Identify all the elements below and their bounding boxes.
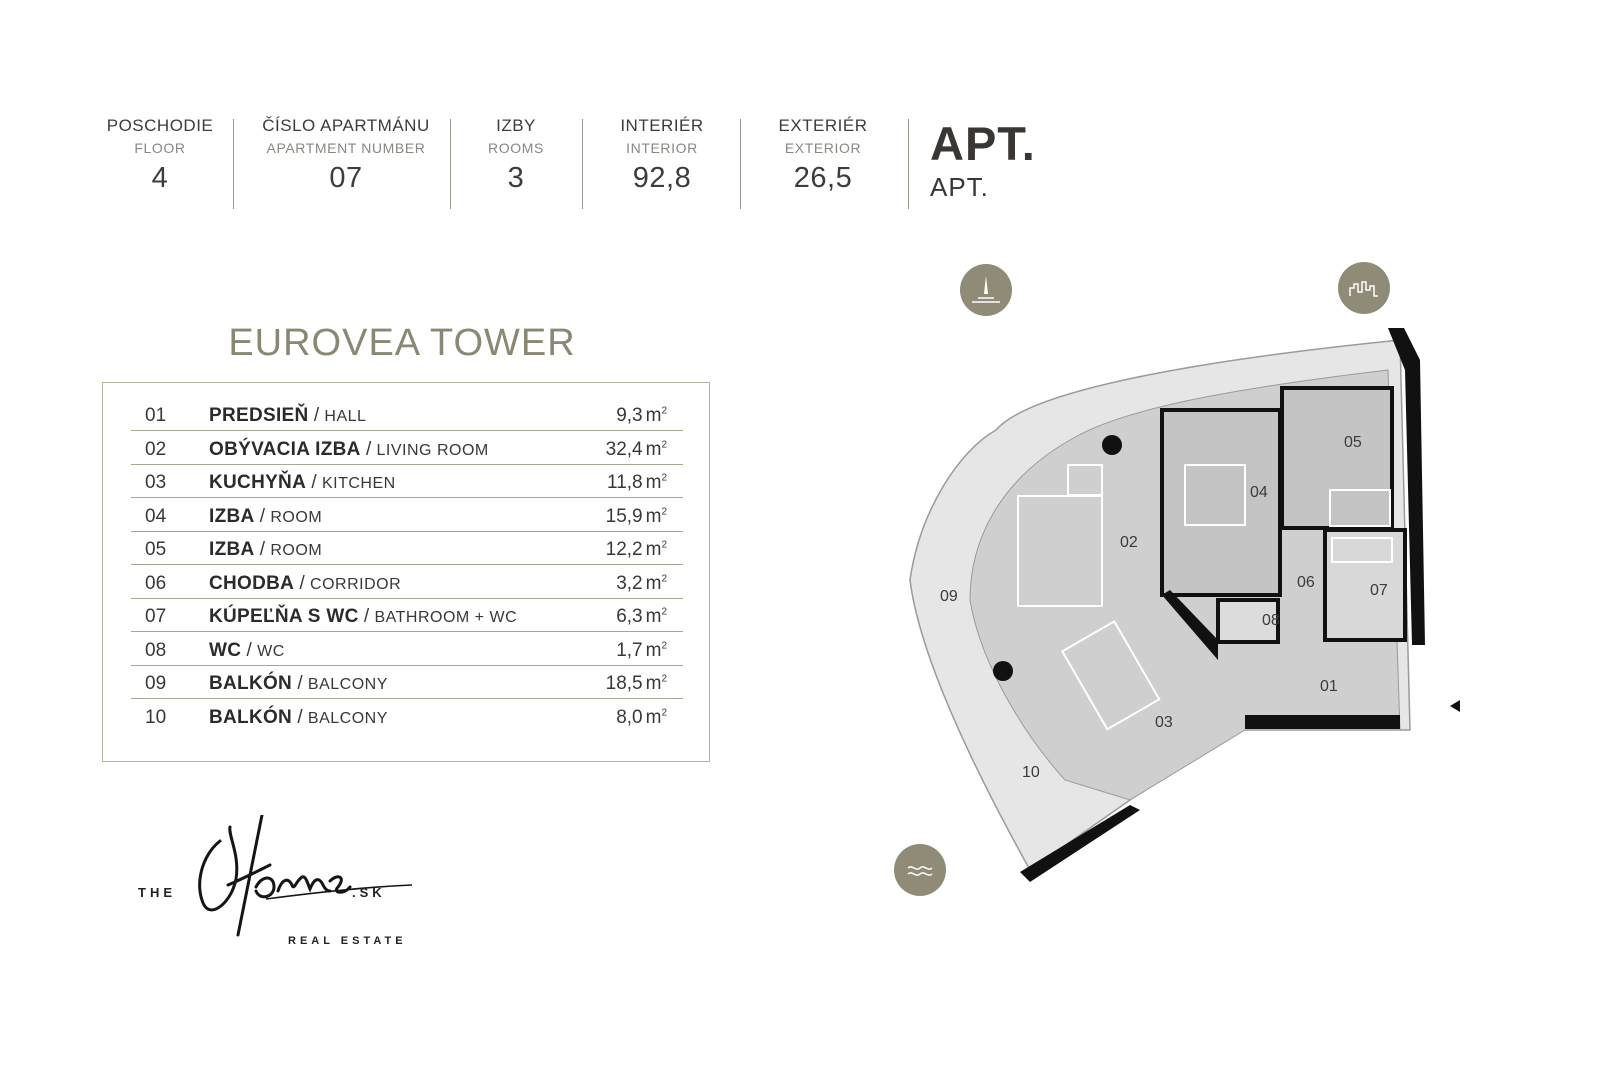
column (1102, 435, 1122, 455)
stat-label: EXTERIÉR (778, 116, 868, 135)
entry-arrow-icon (1450, 700, 1460, 712)
logo (132, 815, 432, 975)
stat-sublabel: EXTERIOR (784, 140, 862, 156)
room-name-en: LIVING ROOM (376, 441, 489, 459)
room-area-unit: m (645, 572, 662, 594)
room-area (606, 506, 667, 528)
apartment-title: APT. (930, 117, 1036, 170)
apartment-subtitle: APT. (930, 172, 989, 202)
room-name: BALKÓN / BALCONY (209, 706, 388, 728)
plan-label-01: 01 (1320, 678, 1338, 695)
room-name: OBÝVACIA IZBA / LIVING ROOM (209, 438, 489, 460)
stat-value: 26,5 (793, 162, 853, 194)
stat-value: 92,8 (632, 162, 692, 194)
entry-wall (1245, 715, 1400, 729)
room-number: 06 (145, 572, 167, 594)
room-name-sk: KUCHYŇA (209, 472, 307, 493)
divider (908, 119, 909, 209)
room-area-value: 11,8 (607, 472, 643, 493)
room-name-sk: KÚPEĽŇA S WC (209, 606, 359, 627)
room-number: 02 (145, 438, 167, 460)
room-area-unit-exponent: 2 (661, 405, 667, 417)
divider (450, 119, 451, 209)
plan-label-05: 05 (1344, 434, 1362, 451)
stat-interior (602, 116, 722, 195)
room-area-unit-exponent: 2 (661, 439, 667, 451)
room-area-unit-exponent: 2 (661, 606, 667, 618)
room-name: BALKÓN / BALCONY (209, 673, 388, 694)
room-name-sk: BALKÓN (209, 706, 293, 728)
room-name: WC / WC (209, 639, 285, 661)
room-table (102, 382, 710, 762)
room-name-en: BALCONY (307, 676, 388, 693)
river-waves-icon (894, 844, 946, 896)
room-number: 04 (145, 505, 167, 527)
room-area-unit: m (645, 539, 662, 560)
room-area-unit-exponent: 2 (661, 472, 667, 484)
stat-sublabel: ROOMS (488, 140, 544, 156)
room-area-unit-exponent: 2 (661, 539, 667, 551)
room-area-value: 32,4 (605, 438, 643, 460)
room-area-unit: m (645, 673, 662, 694)
room-name-en: WC (257, 642, 285, 660)
logo-the-text: THE (138, 885, 176, 900)
plan-label-09: 09 (940, 588, 958, 605)
stat-exterior (760, 116, 886, 195)
room-05-walls (1282, 388, 1392, 528)
room-row (131, 699, 683, 732)
stat-floor (100, 116, 220, 195)
room-row (131, 464, 683, 498)
room-area-value: 18,5 (605, 673, 643, 694)
room-name: CHODBA / CORRIDOR (209, 572, 402, 594)
room-number: 10 (145, 706, 167, 728)
stat-label: POSCHODIE (106, 116, 214, 135)
castle-icon (960, 264, 1012, 316)
room-area-unit-exponent: 2 (661, 673, 667, 685)
room-number: 03 (145, 472, 167, 493)
stat-value: 3 (507, 162, 525, 194)
room-name-sk: BALKÓN (209, 673, 293, 694)
room-04-walls (1162, 410, 1280, 595)
logo-real-estate-text: REAL ESTATE (288, 935, 407, 947)
room-area-unit-exponent: 2 (661, 573, 667, 585)
room-area (616, 573, 667, 595)
stat-label: ČÍSLO APARTMÁNU (262, 116, 430, 135)
room-area (606, 539, 667, 561)
room-area-unit-exponent: 2 (661, 640, 667, 652)
room-name-sk: OBÝVACIA IZBA (209, 438, 361, 460)
room-row (131, 531, 683, 565)
logo-home-signature (132, 815, 432, 975)
room-name-sk: PREDSIEŇ (209, 405, 309, 426)
divider (233, 119, 234, 209)
room-number: 01 (145, 405, 167, 426)
room-name: KUCHYŇA / KITCHEN (209, 472, 396, 493)
room-row (131, 598, 683, 632)
room-number: 07 (145, 606, 167, 627)
room-area (607, 472, 667, 494)
divider (740, 119, 741, 209)
room-name-en: KITCHEN (321, 475, 396, 492)
room-area (606, 673, 667, 695)
room-number: 08 (145, 639, 167, 661)
room-area (616, 707, 667, 729)
room-area (606, 439, 667, 461)
room-name-sk: CHODBA (209, 572, 295, 594)
room-area-unit: m (645, 706, 662, 728)
plan-label-03: 03 (1155, 714, 1173, 731)
room-area-unit: m (645, 505, 662, 527)
plan-label-06: 06 (1297, 574, 1315, 591)
plan-label-04: 04 (1250, 484, 1268, 501)
room-area-unit: m (645, 606, 662, 627)
room-name-en: HALL (324, 408, 367, 425)
stat-sublabel: FLOOR (134, 140, 186, 156)
room-area (616, 640, 667, 662)
room-row (131, 665, 683, 699)
stat-label: INTERIÉR (620, 116, 704, 135)
room-area-unit: m (645, 639, 662, 661)
room-area (616, 405, 667, 427)
room-area (616, 606, 667, 628)
stat-rooms (466, 116, 566, 195)
room-name-sk: IZBA (209, 505, 255, 527)
room-area-unit: m (645, 405, 662, 426)
room-name: PREDSIEŇ / HALL (209, 405, 367, 426)
room-name-en: BATHROOM + WC (374, 609, 518, 626)
plan-label-02: 02 (1120, 534, 1138, 551)
room-name-en: BALCONY (307, 709, 388, 727)
room-area-unit: m (645, 472, 662, 493)
logo-sk-text: .SK (352, 885, 386, 900)
room-row (131, 498, 683, 532)
room-area-unit-exponent: 2 (661, 506, 667, 518)
plan-label-08: 08 (1262, 612, 1280, 629)
room-area-value: 3,2 (616, 572, 643, 594)
stat-label: IZBY (496, 116, 536, 135)
room-number: 09 (145, 673, 167, 694)
room-name-en: CORRIDOR (310, 575, 402, 593)
room-area-value: 15,9 (605, 505, 643, 527)
room-name-en: ROOM (270, 542, 323, 559)
room-name-en: ROOM (270, 508, 323, 526)
floor-plan-drawing (900, 260, 1520, 940)
room-row (131, 397, 683, 431)
room-number: 05 (145, 539, 167, 560)
floor-plan (900, 260, 1520, 940)
room-name: IZBA / ROOM (209, 539, 323, 560)
room-name-sk: IZBA (209, 539, 255, 560)
room-area-value: 6,3 (616, 606, 643, 627)
plan-label-10: 10 (1022, 764, 1040, 781)
room-area-value: 8,0 (616, 706, 643, 728)
room-area-value: 9,3 (616, 405, 643, 426)
column (993, 661, 1013, 681)
room-area-value: 1,7 (616, 639, 643, 661)
stat-sublabel: INTERIOR (626, 140, 698, 156)
room-area-unit-exponent: 2 (661, 707, 667, 719)
tower-title: EUROVEA TOWER (228, 322, 576, 364)
room-row (131, 565, 683, 599)
divider (582, 119, 583, 209)
plan-label-07: 07 (1370, 582, 1388, 599)
room-area-unit: m (645, 438, 662, 460)
room-name-sk: WC (209, 639, 242, 661)
stat-value: 07 (329, 162, 363, 194)
room-row (131, 632, 683, 666)
room-area-value: 12,2 (605, 539, 643, 560)
room-name: KÚPEĽŇA S WC / BATHROOM + WC (209, 606, 518, 627)
room-name: IZBA / ROOM (209, 505, 323, 527)
stat-value: 4 (151, 162, 169, 194)
room-row (131, 431, 683, 465)
skyline-icon (1338, 262, 1390, 314)
stat-apartment-number (248, 116, 444, 195)
stat-sublabel: APARTMENT NUMBER (266, 140, 426, 156)
